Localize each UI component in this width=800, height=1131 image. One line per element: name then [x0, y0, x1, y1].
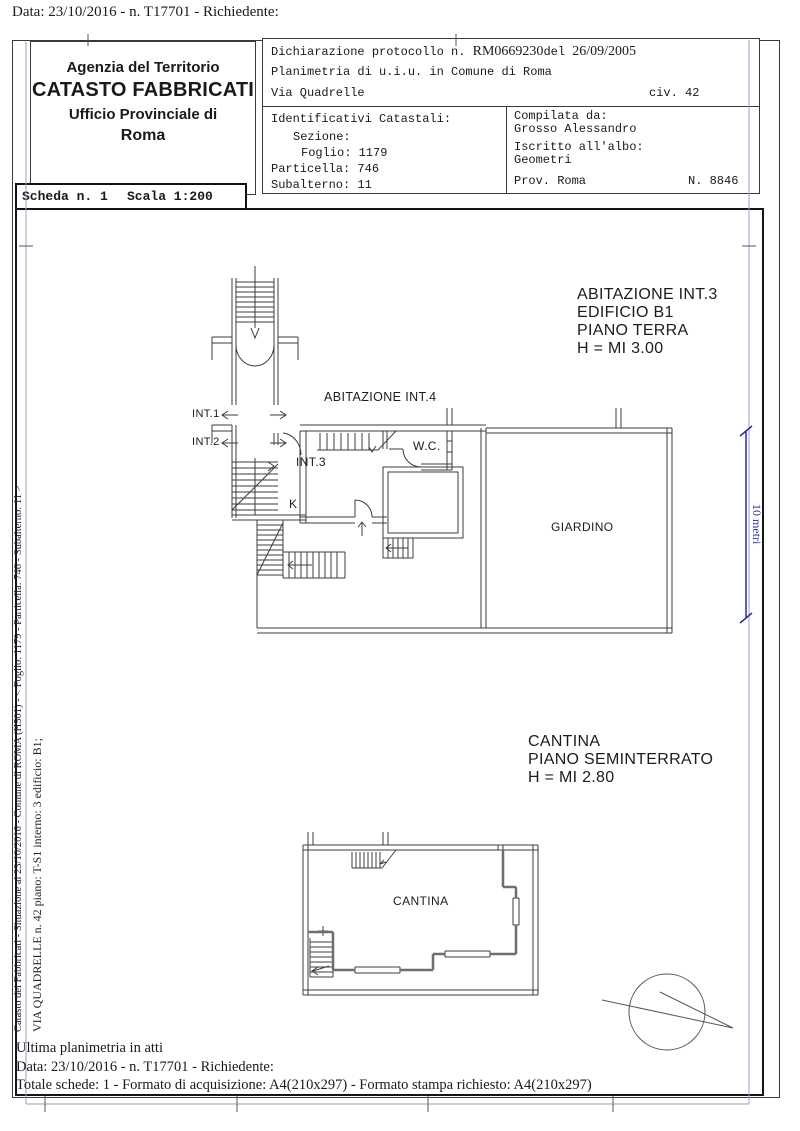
agency-name: Agenzia del Territorio	[66, 59, 220, 76]
protocol-line	[271, 44, 636, 60]
label-int3: INT.3	[296, 455, 327, 469]
protocol-number: RM0669230	[472, 44, 544, 59]
lower-title-line2: PIANO SEMINTERRATO	[528, 751, 714, 768]
agency-city: Roma	[120, 127, 166, 144]
label-abitazione-int4: ABITAZIONE INT.4	[324, 390, 437, 404]
top-date-line: Data: 23/10/2016 - n. T17701 - Richiedente:	[12, 4, 279, 20]
agency-provincial-office: Ufficio Provinciale di	[68, 106, 218, 123]
sezione-field: Sezione:	[293, 130, 351, 144]
protocol-prefix: Dichiarazione protocollo n.	[271, 45, 466, 59]
foglio-field: Foglio: 1179	[301, 146, 388, 160]
scheda-box	[15, 183, 247, 210]
footer-data-line: Data: 23/10/2016 - n. T17701 - Richiedente:	[16, 1059, 274, 1075]
identifiers-title: Identificativi Catastali:	[271, 112, 452, 126]
albo-value: Geometri	[514, 153, 572, 167]
lower-plan-title	[528, 733, 713, 787]
agency-box	[30, 41, 256, 195]
footer-ultima-line: Ultima planimetria in atti	[16, 1040, 163, 1056]
upper-title-line3: PIANO TERRA	[577, 322, 689, 339]
agency-office: CATASTO FABBRICATI	[31, 79, 255, 101]
scheda-number: Scheda n. 1	[22, 189, 108, 204]
sidebar-cadastral-line: Catasto dei Fabbricati - Situazione al 23/10/2016 - Comune di ROMA (H501) - < Foglio: 1179 - Particella: 746 - Subalterno: 11 >	[13, 485, 24, 1032]
upper-title-line1: ABITAZIONE INT.3	[577, 286, 718, 303]
label-cantina-room: CANTINA	[393, 894, 449, 908]
upper-title-line2: EDIFICIO B1	[577, 304, 674, 321]
lower-title-line3: H = MI 2.80	[528, 769, 615, 786]
subalterno-field: Subalterno: 11	[271, 178, 372, 192]
divider-vertical	[506, 106, 507, 193]
footer-totale-line: Totale schede: 1 - Formato di acquisizione: A4(210x297) - Formato stampa richiesto: A4(210x297)	[16, 1077, 592, 1093]
albo-number: N. 8846	[688, 174, 739, 188]
label-giardino: GIARDINO	[551, 520, 614, 534]
upper-plan-title	[577, 286, 718, 358]
prov-field: Prov. Roma	[514, 174, 587, 188]
sidebar-address-line: VIA QUADRELLE n. 42 piano: T-S1 interno: 3 edificio: B1;	[30, 738, 44, 1032]
lower-title-line1: CANTINA	[528, 733, 601, 750]
compilata-label: Compilata da:	[514, 109, 608, 123]
divider-horizontal	[263, 106, 759, 107]
declaration-box	[262, 38, 760, 194]
upper-title-line4: H = MI 3.00	[577, 340, 664, 357]
label-wc: W.C.	[413, 439, 441, 453]
label-int1: INT.1	[192, 408, 220, 420]
scala-value: Scala 1:200	[127, 189, 213, 204]
planimetria-line: Planimetria di u.i.u. in Comune di Roma	[271, 65, 552, 79]
label-int2: INT.2	[192, 436, 220, 448]
label-kitchen: K	[289, 497, 298, 511]
protocol-date: 26/09/2005	[572, 44, 637, 59]
scale-bar-label: 10 metri	[750, 504, 764, 545]
albo-label: Iscritto all'albo:	[514, 140, 644, 154]
civic-number: civ. 42	[649, 86, 700, 100]
street-name: Via Quadrelle	[271, 86, 365, 100]
compilata-name: Grosso Alessandro	[514, 122, 637, 136]
protocol-del: del	[543, 45, 566, 59]
particella-field: Particella: 746	[271, 162, 380, 176]
